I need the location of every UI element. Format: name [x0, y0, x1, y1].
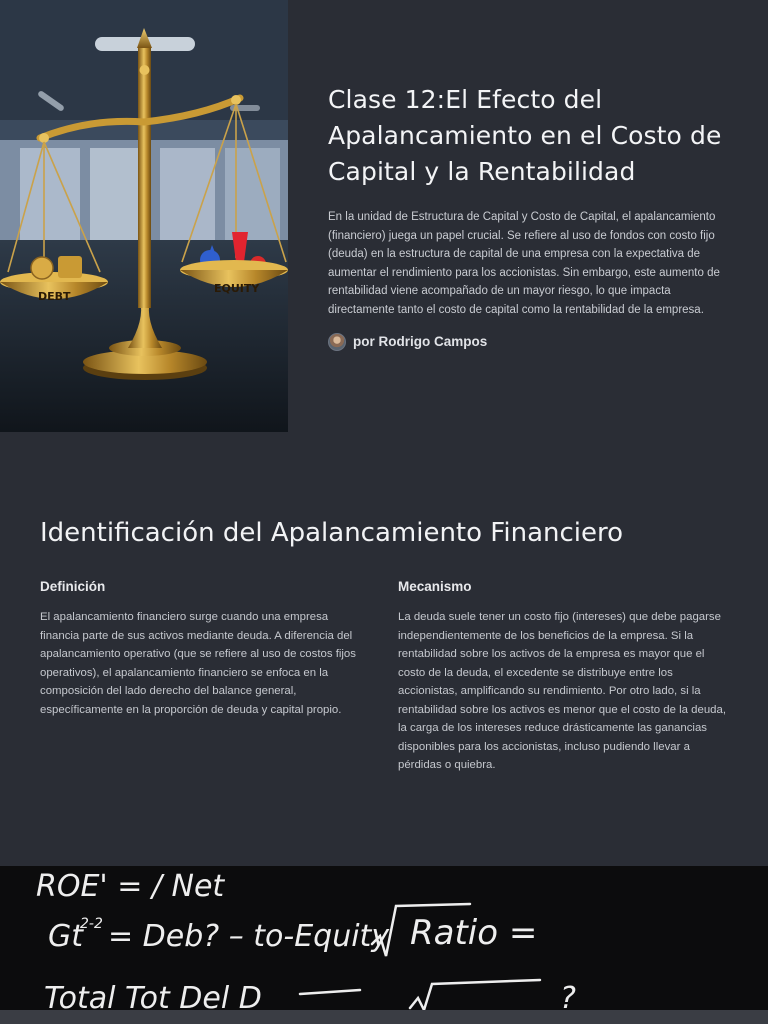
definition-heading: Definición [40, 579, 106, 594]
chalk-line-3-end: ? [560, 981, 576, 1010]
chalkboard-formula-image [0, 866, 768, 1010]
hero-description: En la unidad de Estructura de Capital y Costo de Capital, el apalancamiento (financiero) juega un papel crucial. Se refiere al uso de fondos con costo fijo (deuda) en la estructura de capital de una empresa con la expectativa de aumentar el rendimiento para los accionistas. Sin embargo, este aumento de rentabilidad viene acompañado de un mayor riesgo, lo que impacta directamente tanto el costo de capital como la rentabilidad de la empresa. [328, 211, 720, 316]
content-section [0, 432, 768, 866]
avatar[interactable] [328, 333, 346, 351]
bottom-strip [0, 1010, 768, 1024]
author-name[interactable]: por Rodrigo Campos [353, 334, 488, 350]
chalk-line-2c: Ratio = [410, 913, 538, 953]
chalk-line-2-sup: 2-2 [80, 916, 103, 932]
mechanism-text: La deuda suele tener un costo fijo (intereses) que debe pagarse independientemente de los beneficios de la empresa. Si la rentabilidad sobre los activos de la empresa es mayor que el costo de la deuda, el excedente se distribuye entre los accionistas, amplificando su rendimiento. Por otro lado, si la rentabilidad sobre los activos es menor que el costo de la deuda, la carga de los intereses reduce drásticamente las ganancias disponibles para los accionistas, incluso pudiendo llevar a pérdidas o quiebra. [398, 611, 726, 771]
hero-image-balance-scale [0, 0, 288, 432]
equity-pan-label: EQUITY [214, 282, 260, 295]
debt-pan-label: DEBT [38, 290, 71, 303]
definition-text: El apalancamiento financiero surge cuando una empresa financia parte de sus activos mediante deuda. A diferencia del apalancamiento operativo (que se refiere al uso de costos fijos operativos), el apalancamiento financiero se enfoca en la composición del lado derecho del balance general, específicamente en la proporción de deuda y capital propio. [40, 611, 356, 716]
balance-scale-illustration [0, 0, 288, 432]
chalk-line-3: Total Tot Del D [44, 981, 262, 1010]
chalk-line-2a: Gt [48, 919, 84, 954]
mechanism-heading: Mecanismo [398, 579, 472, 594]
author-byline[interactable] [328, 333, 728, 351]
page-title: Clase 12:El Efecto del Apalancamiento en el Costo de Capital y la Rentabilidad [328, 85, 722, 186]
hero-text-block [328, 82, 728, 351]
chalk-line-2b: = Deb? – to-Equity [108, 919, 390, 954]
hero-card [0, 0, 768, 432]
mechanism-column [398, 578, 733, 775]
definition-column [40, 578, 370, 719]
chalkboard-image [0, 866, 768, 1010]
section-title: Identificación del Apalancamiento Financiero [40, 518, 624, 548]
chalk-line-1: ROE' = / Net [36, 869, 225, 904]
